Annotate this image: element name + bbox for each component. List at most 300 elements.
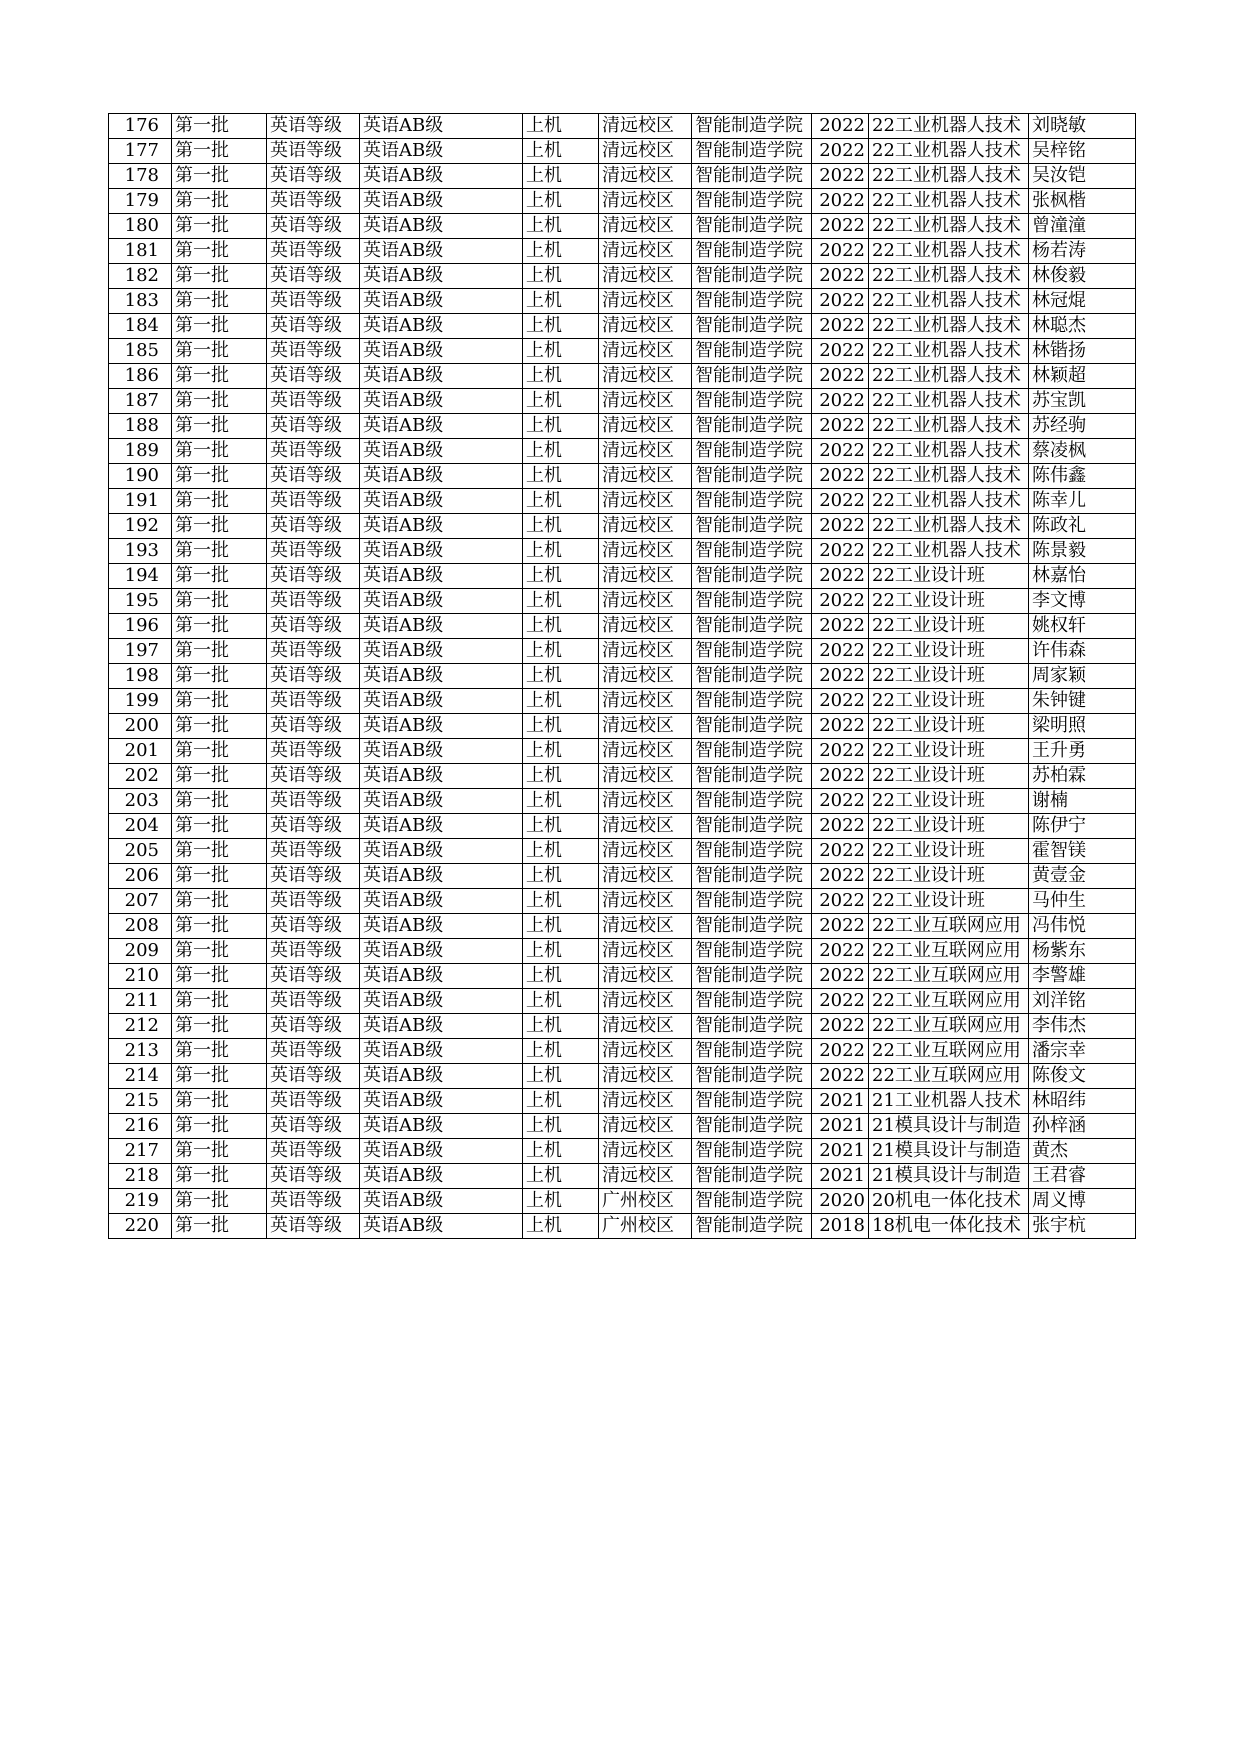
table-row xyxy=(109,1189,1136,1214)
cell-exam-category: 英语等级 xyxy=(267,289,360,314)
cell-batch: 第一批 xyxy=(172,1014,267,1039)
cell-index: 177 xyxy=(109,139,172,164)
cell-class: 22工业互联网应用 xyxy=(869,1064,1029,1089)
cell-college: 智能制造学院 xyxy=(692,839,812,864)
cell-exam-level: 英语AB级 xyxy=(360,339,523,364)
table-row xyxy=(109,864,1136,889)
cell-batch: 第一批 xyxy=(172,164,267,189)
cell-exam-level: 英语AB级 xyxy=(360,389,523,414)
cell-exam-level: 英语AB级 xyxy=(360,239,523,264)
cell-student-name: 林嘉怡 xyxy=(1029,564,1136,589)
cell-exam-mode: 上机 xyxy=(523,439,599,464)
cell-student-name: 曾潼潼 xyxy=(1029,214,1136,239)
cell-grade-year: 2022 xyxy=(812,189,869,214)
cell-class: 22工业机器人技术 xyxy=(869,189,1029,214)
cell-exam-category: 英语等级 xyxy=(267,1164,360,1189)
cell-exam-level: 英语AB级 xyxy=(360,889,523,914)
cell-index: 193 xyxy=(109,539,172,564)
cell-college: 智能制造学院 xyxy=(692,189,812,214)
cell-batch: 第一批 xyxy=(172,364,267,389)
cell-campus: 清远校区 xyxy=(599,339,692,364)
cell-student-name: 王升勇 xyxy=(1029,739,1136,764)
cell-college: 智能制造学院 xyxy=(692,289,812,314)
cell-index: 187 xyxy=(109,389,172,414)
cell-campus: 清远校区 xyxy=(599,1039,692,1064)
cell-campus: 清远校区 xyxy=(599,164,692,189)
cell-exam-category: 英语等级 xyxy=(267,164,360,189)
cell-exam-category: 英语等级 xyxy=(267,789,360,814)
table-row xyxy=(109,889,1136,914)
cell-batch: 第一批 xyxy=(172,839,267,864)
cell-index: 185 xyxy=(109,339,172,364)
cell-student-name: 杨紫东 xyxy=(1029,939,1136,964)
table-row xyxy=(109,214,1136,239)
cell-college: 智能制造学院 xyxy=(692,939,812,964)
cell-exam-level: 英语AB级 xyxy=(360,414,523,439)
cell-exam-category: 英语等级 xyxy=(267,1089,360,1114)
cell-exam-mode: 上机 xyxy=(523,1214,599,1239)
cell-exam-mode: 上机 xyxy=(523,764,599,789)
cell-exam-mode: 上机 xyxy=(523,1189,599,1214)
cell-exam-level: 英语AB级 xyxy=(360,489,523,514)
table-row xyxy=(109,839,1136,864)
cell-class: 22工业设计班 xyxy=(869,589,1029,614)
cell-exam-mode: 上机 xyxy=(523,539,599,564)
cell-exam-category: 英语等级 xyxy=(267,539,360,564)
table-row xyxy=(109,264,1136,289)
cell-campus: 清远校区 xyxy=(599,889,692,914)
cell-grade-year: 2022 xyxy=(812,164,869,189)
cell-campus: 清远校区 xyxy=(599,1014,692,1039)
cell-exam-category: 英语等级 xyxy=(267,314,360,339)
cell-campus: 清远校区 xyxy=(599,964,692,989)
cell-exam-category: 英语等级 xyxy=(267,1189,360,1214)
cell-student-name: 蔡凌枫 xyxy=(1029,439,1136,464)
cell-college: 智能制造学院 xyxy=(692,914,812,939)
cell-student-name: 冯伟悦 xyxy=(1029,914,1136,939)
cell-batch: 第一批 xyxy=(172,1089,267,1114)
cell-batch: 第一批 xyxy=(172,989,267,1014)
cell-index: 211 xyxy=(109,989,172,1014)
table-row xyxy=(109,1164,1136,1189)
cell-exam-level: 英语AB级 xyxy=(360,689,523,714)
cell-grade-year: 2022 xyxy=(812,214,869,239)
cell-class: 22工业设计班 xyxy=(869,714,1029,739)
cell-exam-category: 英语等级 xyxy=(267,889,360,914)
cell-student-name: 林聪杰 xyxy=(1029,314,1136,339)
cell-student-name: 刘洋铭 xyxy=(1029,989,1136,1014)
cell-campus: 清远校区 xyxy=(599,864,692,889)
cell-exam-category: 英语等级 xyxy=(267,1114,360,1139)
cell-student-name: 霍智镁 xyxy=(1029,839,1136,864)
cell-index: 196 xyxy=(109,614,172,639)
table-row xyxy=(109,464,1136,489)
cell-index: 184 xyxy=(109,314,172,339)
cell-class: 22工业互联网应用 xyxy=(869,989,1029,1014)
cell-index: 204 xyxy=(109,814,172,839)
cell-campus: 清远校区 xyxy=(599,614,692,639)
cell-college: 智能制造学院 xyxy=(692,814,812,839)
table-row xyxy=(109,1089,1136,1114)
cell-student-name: 吴梓铭 xyxy=(1029,139,1136,164)
table-row xyxy=(109,164,1136,189)
cell-exam-category: 英语等级 xyxy=(267,389,360,414)
cell-exam-category: 英语等级 xyxy=(267,439,360,464)
cell-college: 智能制造学院 xyxy=(692,714,812,739)
cell-grade-year: 2022 xyxy=(812,664,869,689)
cell-college: 智能制造学院 xyxy=(692,1189,812,1214)
cell-exam-mode: 上机 xyxy=(523,639,599,664)
cell-exam-category: 英语等级 xyxy=(267,1014,360,1039)
cell-class: 22工业互联网应用 xyxy=(869,1039,1029,1064)
cell-index: 192 xyxy=(109,514,172,539)
cell-exam-mode: 上机 xyxy=(523,939,599,964)
cell-exam-mode: 上机 xyxy=(523,614,599,639)
cell-exam-mode: 上机 xyxy=(523,989,599,1014)
cell-grade-year: 2022 xyxy=(812,114,869,139)
cell-exam-level: 英语AB级 xyxy=(360,464,523,489)
cell-student-name: 苏柏霖 xyxy=(1029,764,1136,789)
cell-batch: 第一批 xyxy=(172,389,267,414)
cell-batch: 第一批 xyxy=(172,614,267,639)
cell-exam-mode: 上机 xyxy=(523,464,599,489)
cell-batch: 第一批 xyxy=(172,114,267,139)
cell-grade-year: 2022 xyxy=(812,289,869,314)
cell-index: 180 xyxy=(109,214,172,239)
cell-exam-level: 英语AB级 xyxy=(360,1214,523,1239)
cell-exam-mode: 上机 xyxy=(523,314,599,339)
exam-roster-table xyxy=(108,113,1136,1239)
cell-college: 智能制造学院 xyxy=(692,314,812,339)
cell-batch: 第一批 xyxy=(172,739,267,764)
cell-exam-level: 英语AB级 xyxy=(360,1164,523,1189)
cell-class: 22工业设计班 xyxy=(869,739,1029,764)
table-row xyxy=(109,364,1136,389)
cell-class: 22工业机器人技术 xyxy=(869,314,1029,339)
cell-exam-mode: 上机 xyxy=(523,364,599,389)
cell-student-name: 刘晓敏 xyxy=(1029,114,1136,139)
cell-grade-year: 2022 xyxy=(812,1014,869,1039)
cell-exam-mode: 上机 xyxy=(523,1064,599,1089)
cell-grade-year: 2022 xyxy=(812,414,869,439)
cell-exam-mode: 上机 xyxy=(523,389,599,414)
cell-college: 智能制造学院 xyxy=(692,989,812,1014)
cell-batch: 第一批 xyxy=(172,564,267,589)
cell-grade-year: 2022 xyxy=(812,889,869,914)
cell-grade-year: 2022 xyxy=(812,389,869,414)
table-row xyxy=(109,664,1136,689)
cell-grade-year: 2022 xyxy=(812,464,869,489)
table-row xyxy=(109,589,1136,614)
cell-exam-level: 英语AB级 xyxy=(360,114,523,139)
cell-class: 22工业设计班 xyxy=(869,614,1029,639)
cell-class: 21工业机器人技术 xyxy=(869,1089,1029,1114)
cell-exam-mode: 上机 xyxy=(523,889,599,914)
cell-student-name: 苏宝凯 xyxy=(1029,389,1136,414)
cell-exam-category: 英语等级 xyxy=(267,939,360,964)
cell-college: 智能制造学院 xyxy=(692,1114,812,1139)
cell-college: 智能制造学院 xyxy=(692,1139,812,1164)
cell-grade-year: 2022 xyxy=(812,514,869,539)
cell-exam-level: 英语AB级 xyxy=(360,1139,523,1164)
cell-exam-mode: 上机 xyxy=(523,1164,599,1189)
cell-class: 20机电一体化技术 xyxy=(869,1189,1029,1214)
cell-campus: 清远校区 xyxy=(599,314,692,339)
cell-campus: 清远校区 xyxy=(599,1164,692,1189)
cell-class: 22工业设计班 xyxy=(869,564,1029,589)
cell-college: 智能制造学院 xyxy=(692,489,812,514)
cell-batch: 第一批 xyxy=(172,1139,267,1164)
cell-exam-category: 英语等级 xyxy=(267,139,360,164)
cell-batch: 第一批 xyxy=(172,1039,267,1064)
cell-index: 189 xyxy=(109,439,172,464)
cell-class: 22工业互联网应用 xyxy=(869,964,1029,989)
cell-index: 213 xyxy=(109,1039,172,1064)
cell-college: 智能制造学院 xyxy=(692,889,812,914)
cell-batch: 第一批 xyxy=(172,264,267,289)
cell-grade-year: 2022 xyxy=(812,764,869,789)
cell-campus: 广州校区 xyxy=(599,1214,692,1239)
cell-exam-mode: 上机 xyxy=(523,964,599,989)
cell-batch: 第一批 xyxy=(172,339,267,364)
table-row xyxy=(109,814,1136,839)
cell-student-name: 林颖超 xyxy=(1029,364,1136,389)
cell-batch: 第一批 xyxy=(172,139,267,164)
table-row xyxy=(109,1064,1136,1089)
cell-college: 智能制造学院 xyxy=(692,264,812,289)
cell-campus: 清远校区 xyxy=(599,114,692,139)
cell-grade-year: 2022 xyxy=(812,1064,869,1089)
cell-grade-year: 2022 xyxy=(812,614,869,639)
cell-campus: 清远校区 xyxy=(599,789,692,814)
cell-student-name: 陈伟鑫 xyxy=(1029,464,1136,489)
cell-exam-level: 英语AB级 xyxy=(360,214,523,239)
table-row xyxy=(109,189,1136,214)
table-row xyxy=(109,1139,1136,1164)
cell-grade-year: 2022 xyxy=(812,139,869,164)
cell-grade-year: 2020 xyxy=(812,1189,869,1214)
cell-exam-category: 英语等级 xyxy=(267,239,360,264)
cell-grade-year: 2022 xyxy=(812,839,869,864)
cell-exam-category: 英语等级 xyxy=(267,364,360,389)
cell-index: 219 xyxy=(109,1189,172,1214)
cell-campus: 清远校区 xyxy=(599,414,692,439)
cell-college: 智能制造学院 xyxy=(692,464,812,489)
cell-grade-year: 2022 xyxy=(812,314,869,339)
cell-exam-mode: 上机 xyxy=(523,164,599,189)
cell-class: 22工业机器人技术 xyxy=(869,114,1029,139)
cell-batch: 第一批 xyxy=(172,489,267,514)
cell-exam-category: 英语等级 xyxy=(267,1214,360,1239)
cell-exam-category: 英语等级 xyxy=(267,589,360,614)
cell-index: 214 xyxy=(109,1064,172,1089)
cell-college: 智能制造学院 xyxy=(692,139,812,164)
cell-college: 智能制造学院 xyxy=(692,739,812,764)
cell-index: 210 xyxy=(109,964,172,989)
cell-campus: 清远校区 xyxy=(599,389,692,414)
cell-exam-category: 英语等级 xyxy=(267,839,360,864)
cell-exam-category: 英语等级 xyxy=(267,464,360,489)
cell-batch: 第一批 xyxy=(172,889,267,914)
cell-index: 201 xyxy=(109,739,172,764)
cell-class: 21模具设计与制造 xyxy=(869,1139,1029,1164)
cell-batch: 第一批 xyxy=(172,214,267,239)
cell-college: 智能制造学院 xyxy=(692,1039,812,1064)
table-row xyxy=(109,1214,1136,1239)
cell-college: 智能制造学院 xyxy=(692,964,812,989)
cell-student-name: 李警雄 xyxy=(1029,964,1136,989)
cell-class: 22工业设计班 xyxy=(869,814,1029,839)
cell-grade-year: 2022 xyxy=(812,564,869,589)
cell-student-name: 马仲生 xyxy=(1029,889,1136,914)
table-row xyxy=(109,689,1136,714)
cell-class: 21模具设计与制造 xyxy=(869,1114,1029,1139)
cell-class: 22工业机器人技术 xyxy=(869,139,1029,164)
cell-exam-category: 英语等级 xyxy=(267,489,360,514)
cell-student-name: 林昭纬 xyxy=(1029,1089,1136,1114)
cell-class: 21模具设计与制造 xyxy=(869,1164,1029,1189)
cell-index: 190 xyxy=(109,464,172,489)
cell-batch: 第一批 xyxy=(172,789,267,814)
cell-student-name: 张枫楷 xyxy=(1029,189,1136,214)
cell-exam-level: 英语AB级 xyxy=(360,264,523,289)
cell-college: 智能制造学院 xyxy=(692,789,812,814)
cell-class: 22工业机器人技术 xyxy=(869,214,1029,239)
cell-grade-year: 2022 xyxy=(812,239,869,264)
cell-student-name: 潘宗幸 xyxy=(1029,1039,1136,1064)
cell-college: 智能制造学院 xyxy=(692,664,812,689)
table-row xyxy=(109,1039,1136,1064)
cell-campus: 清远校区 xyxy=(599,189,692,214)
cell-campus: 清远校区 xyxy=(599,764,692,789)
cell-college: 智能制造学院 xyxy=(692,339,812,364)
cell-exam-level: 英语AB级 xyxy=(360,1189,523,1214)
cell-grade-year: 2022 xyxy=(812,939,869,964)
cell-campus: 清远校区 xyxy=(599,739,692,764)
cell-exam-level: 英语AB级 xyxy=(360,139,523,164)
cell-exam-level: 英语AB级 xyxy=(360,914,523,939)
cell-index: 208 xyxy=(109,914,172,939)
cell-index: 182 xyxy=(109,264,172,289)
cell-exam-category: 英语等级 xyxy=(267,914,360,939)
cell-college: 智能制造学院 xyxy=(692,164,812,189)
cell-exam-category: 英语等级 xyxy=(267,1064,360,1089)
cell-student-name: 李伟杰 xyxy=(1029,1014,1136,1039)
table-row xyxy=(109,639,1136,664)
cell-exam-level: 英语AB级 xyxy=(360,189,523,214)
cell-grade-year: 2022 xyxy=(812,489,869,514)
cell-grade-year: 2022 xyxy=(812,989,869,1014)
cell-exam-mode: 上机 xyxy=(523,1039,599,1064)
cell-grade-year: 2022 xyxy=(812,964,869,989)
cell-exam-level: 英语AB级 xyxy=(360,614,523,639)
table-row xyxy=(109,439,1136,464)
cell-grade-year: 2022 xyxy=(812,339,869,364)
cell-campus: 清远校区 xyxy=(599,489,692,514)
cell-exam-level: 英语AB级 xyxy=(360,789,523,814)
cell-batch: 第一批 xyxy=(172,589,267,614)
cell-batch: 第一批 xyxy=(172,414,267,439)
cell-batch: 第一批 xyxy=(172,1114,267,1139)
cell-exam-mode: 上机 xyxy=(523,1114,599,1139)
cell-exam-level: 英语AB级 xyxy=(360,939,523,964)
cell-exam-mode: 上机 xyxy=(523,914,599,939)
cell-exam-category: 英语等级 xyxy=(267,339,360,364)
cell-exam-level: 英语AB级 xyxy=(360,1114,523,1139)
cell-exam-mode: 上机 xyxy=(523,139,599,164)
cell-exam-category: 英语等级 xyxy=(267,1139,360,1164)
cell-class: 22工业设计班 xyxy=(869,764,1029,789)
cell-grade-year: 2022 xyxy=(812,714,869,739)
cell-grade-year: 2022 xyxy=(812,864,869,889)
cell-exam-level: 英语AB级 xyxy=(360,364,523,389)
cell-grade-year: 2022 xyxy=(812,789,869,814)
cell-college: 智能制造学院 xyxy=(692,1089,812,1114)
cell-exam-category: 英语等级 xyxy=(267,964,360,989)
cell-exam-level: 英语AB级 xyxy=(360,564,523,589)
cell-college: 智能制造学院 xyxy=(692,214,812,239)
cell-campus: 清远校区 xyxy=(599,1064,692,1089)
cell-class: 22工业互联网应用 xyxy=(869,1014,1029,1039)
cell-exam-mode: 上机 xyxy=(523,739,599,764)
cell-exam-category: 英语等级 xyxy=(267,564,360,589)
cell-exam-level: 英语AB级 xyxy=(360,589,523,614)
cell-class: 22工业互联网应用 xyxy=(869,914,1029,939)
cell-index: 194 xyxy=(109,564,172,589)
cell-student-name: 王君睿 xyxy=(1029,1164,1136,1189)
cell-student-name: 黄杰 xyxy=(1029,1139,1136,1164)
cell-exam-level: 英语AB级 xyxy=(360,739,523,764)
table-row xyxy=(109,939,1136,964)
cell-college: 智能制造学院 xyxy=(692,1064,812,1089)
cell-class: 22工业设计班 xyxy=(869,689,1029,714)
cell-student-name: 朱钟键 xyxy=(1029,689,1136,714)
cell-college: 智能制造学院 xyxy=(692,389,812,414)
cell-exam-mode: 上机 xyxy=(523,789,599,814)
table-row xyxy=(109,489,1136,514)
cell-class: 22工业机器人技术 xyxy=(869,414,1029,439)
cell-batch: 第一批 xyxy=(172,464,267,489)
cell-exam-mode: 上机 xyxy=(523,289,599,314)
cell-student-name: 林俊毅 xyxy=(1029,264,1136,289)
cell-index: 176 xyxy=(109,114,172,139)
cell-college: 智能制造学院 xyxy=(692,414,812,439)
cell-exam-category: 英语等级 xyxy=(267,714,360,739)
cell-index: 217 xyxy=(109,1139,172,1164)
cell-index: 206 xyxy=(109,864,172,889)
cell-exam-mode: 上机 xyxy=(523,664,599,689)
cell-class: 22工业机器人技术 xyxy=(869,339,1029,364)
cell-class: 22工业设计班 xyxy=(869,789,1029,814)
cell-exam-mode: 上机 xyxy=(523,114,599,139)
cell-exam-level: 英语AB级 xyxy=(360,1014,523,1039)
cell-exam-mode: 上机 xyxy=(523,1139,599,1164)
cell-exam-category: 英语等级 xyxy=(267,189,360,214)
cell-campus: 清远校区 xyxy=(599,539,692,564)
cell-index: 178 xyxy=(109,164,172,189)
table-row xyxy=(109,789,1136,814)
cell-class: 22工业机器人技术 xyxy=(869,289,1029,314)
cell-exam-mode: 上机 xyxy=(523,1014,599,1039)
table-row xyxy=(109,514,1136,539)
cell-exam-mode: 上机 xyxy=(523,689,599,714)
table-row xyxy=(109,289,1136,314)
cell-class: 22工业机器人技术 xyxy=(869,364,1029,389)
cell-campus: 清远校区 xyxy=(599,564,692,589)
cell-college: 智能制造学院 xyxy=(692,539,812,564)
cell-campus: 清远校区 xyxy=(599,214,692,239)
cell-college: 智能制造学院 xyxy=(692,364,812,389)
